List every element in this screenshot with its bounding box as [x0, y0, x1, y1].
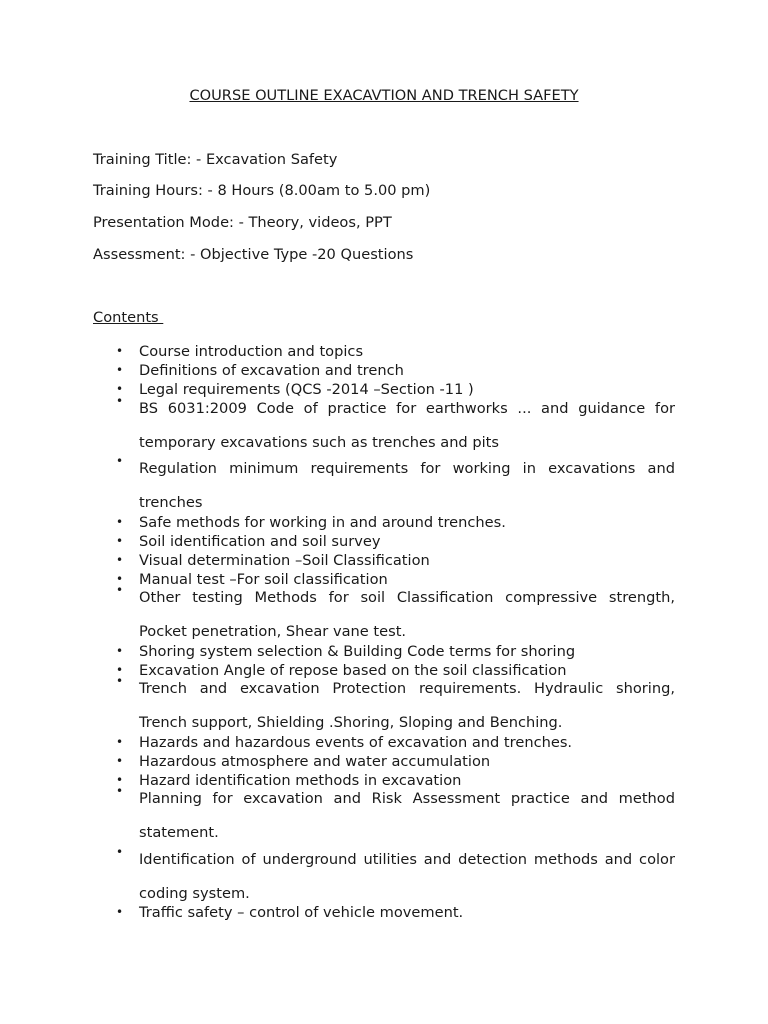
bullet-icon: •	[116, 454, 124, 468]
list-item	[0, 672, 675, 740]
list-item	[0, 452, 675, 520]
bullet-icon: •	[116, 552, 124, 567]
list-item	[0, 361, 675, 380]
list-item-text: Trench and excavation Protection requirements. Hydraulic shoring, Trench support, Shielding .Shoring, Sloping and Benching.	[139, 680, 675, 731]
list-item-text: Identification of underground utilities and detection methods and color coding system.	[139, 850, 675, 902]
list-item	[0, 581, 675, 649]
list-item-text: Planning for excavation and Risk Assessment practice and method statement.	[139, 790, 675, 841]
bullet-icon: •	[116, 571, 124, 586]
list-item-text: Hazard identification methods in excavation	[139, 771, 462, 789]
list-item-text: Other testing Methods for soil Classification compressive strength, Pocket penetration, Shear vane test.	[139, 589, 675, 640]
contents-heading: Contents	[93, 309, 164, 326]
document-title: COURSE OUTLINE EXACAVTION AND TRENCH SAFETY	[189, 87, 579, 104]
list-item	[0, 782, 675, 850]
bullet-icon: •	[116, 772, 124, 787]
contents-list	[0, 342, 768, 922]
bullet-icon: •	[116, 905, 124, 919]
list-item	[0, 532, 675, 551]
list-item	[0, 513, 675, 532]
list-item-text: Hazardous atmosphere and water accumulation	[139, 752, 491, 770]
list-item-text: Regulation minimum requirements for working in excavations and trenches	[139, 460, 675, 511]
list-item	[0, 903, 675, 922]
list-item-text: Excavation Angle of repose based on the soil classification	[139, 661, 567, 679]
bullet-icon: •	[116, 363, 124, 377]
presentation-mode-line: Presentation Mode: - Theory, videos, PPT	[93, 214, 392, 231]
bullet-icon: •	[116, 583, 124, 597]
list-item-text: Visual determination –Soil Classification	[139, 551, 430, 569]
bullet-icon: •	[116, 533, 124, 548]
list-item-text: Course introduction and topics	[139, 343, 364, 360]
list-item	[0, 642, 675, 661]
bullet-icon: •	[116, 514, 124, 529]
list-item	[0, 342, 675, 361]
list-item	[0, 752, 675, 771]
list-item	[0, 843, 675, 911]
bullet-icon: •	[116, 784, 124, 798]
bullet-icon: •	[116, 643, 124, 658]
list-item-text: Legal requirements (QCS -2014 –Section -11 )	[139, 381, 474, 398]
list-item-text: Hazards and hazardous events of excavation and trenches.	[139, 733, 573, 751]
list-item-text: Definitions of excavation and trench	[139, 362, 404, 379]
list-item-text: Soil identification and soil survey	[139, 532, 381, 550]
training-title-line: Training Title: - Excavation Safety	[93, 151, 338, 168]
list-item	[0, 551, 675, 570]
bullet-icon: •	[116, 753, 124, 768]
list-item-text: BS 6031:2009 Code of practice for earthworks ... and guidance for temporary excavations such as trenches and pits	[139, 399, 675, 451]
assessment-line: Assessment: - Objective Type -20 Questions	[93, 246, 414, 263]
bullet-icon: •	[116, 674, 124, 688]
training-hours-line: Training Hours: - 8 Hours (8.00am to 5.00 pm)	[93, 182, 431, 199]
bullet-icon: •	[116, 382, 124, 396]
list-item-text: Shoring system selection & Building Code terms for shoring	[139, 642, 576, 660]
list-item-text: Manual test –For soil classification	[139, 570, 388, 588]
list-item	[0, 392, 675, 460]
bullet-icon: •	[116, 734, 124, 749]
bullet-icon: •	[116, 344, 124, 358]
list-item-text: Safe methods for working in and around trenches.	[139, 513, 506, 531]
list-item	[0, 733, 675, 752]
bullet-icon: •	[116, 662, 124, 677]
bullet-icon: •	[116, 844, 124, 859]
bullet-icon: •	[116, 393, 124, 408]
list-item-text: Traffic safety – control of vehicle movement.	[139, 904, 464, 921]
